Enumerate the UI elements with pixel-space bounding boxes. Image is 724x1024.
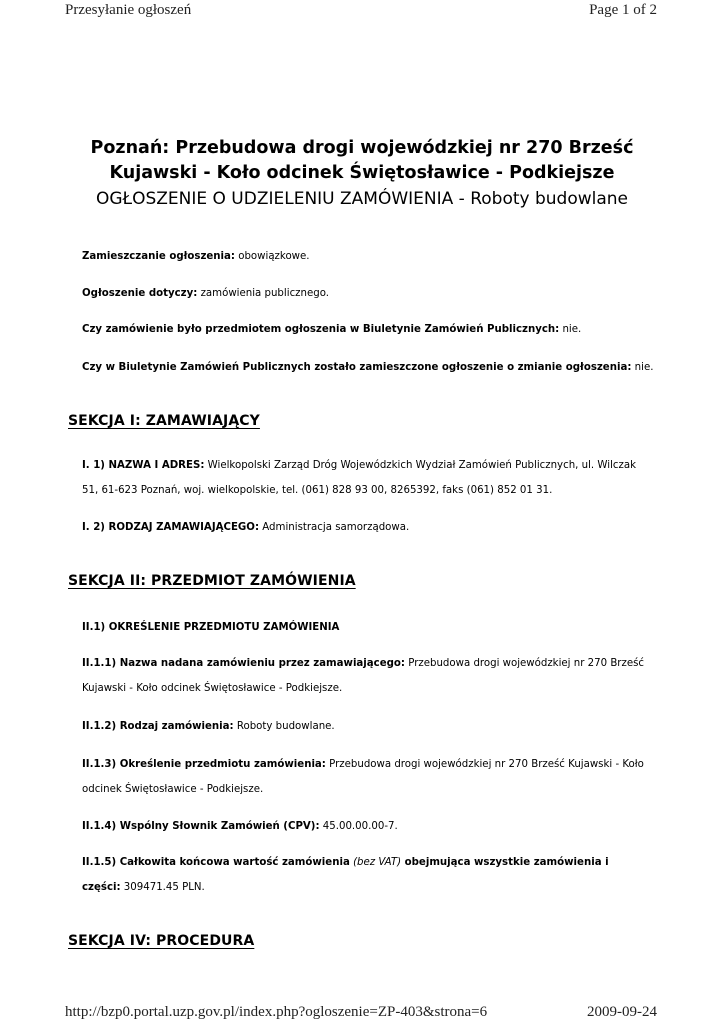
placement-value: obowiązkowe.: [234, 251, 310, 262]
contract-kind: [82, 714, 662, 739]
placement-label: Zamieszczanie ogłoszenia:: [82, 251, 235, 262]
section-2-heading: SEKCJA II: PRZEDMIOT ZAMÓWIENIA: [68, 573, 356, 589]
bulletin-info: [82, 317, 662, 342]
contract-value-label-b: obejmująca wszystkie zamówienia i: [401, 857, 609, 868]
print-footer-date: 2009-09-24: [587, 1004, 657, 1020]
section-4-heading: SEKCJA IV: PROCEDURA: [68, 933, 255, 949]
authority-name-value-2: 51, 61-623 Poznań, woj. wielkopolskie, tel. (061) 828 93 00, 8265392, faks (061) 852 01 31.: [82, 485, 553, 496]
bulletin-value: nie.: [559, 324, 582, 335]
contract-value-amount: 309471.45 PLN.: [120, 882, 205, 893]
contract-value: [82, 850, 662, 900]
page-title-line-2: Kujawski - Koło odcinek Świętosławice - Podkiejsze: [109, 163, 615, 183]
concerns-label: Ogłoszenie dotyczy:: [82, 288, 198, 299]
contract-value-label-c: części:: [82, 882, 121, 893]
authority-name-label: I. 1) NAZWA I ADRES:: [82, 460, 205, 471]
cpv-code: [82, 814, 662, 839]
contract-name-value-2: Kujawski - Koło odcinek Świętosławice - Podkiejsze.: [82, 683, 343, 694]
contracting-authority-name: [82, 453, 662, 503]
print-header-title: Przesyłanie ogłoszeń: [65, 2, 192, 18]
authority-type-label: I. 2) RODZAJ ZAMAWIAJĄCEGO:: [82, 522, 260, 533]
page-title-line-1: Poznań: Przebudowa drogi wojewódzkiej nr 270 Brześć: [90, 138, 634, 158]
concerns-info: [82, 281, 662, 306]
concerns-value: zamówienia publicznego.: [197, 288, 329, 299]
cpv-label: II.1.4) Wspólny Słownik Zamówień (CPV):: [82, 821, 320, 832]
notice-type-title: OGŁOSZENIE O UDZIELENIU ZAMÓWIENIA - Roboty budowlane: [95, 189, 629, 209]
contract-name-value-1: Przebudowa drogi wojewódzkiej nr 270 Brześć: [405, 658, 645, 669]
cpv-value: 45.00.00.00-7.: [319, 821, 398, 832]
contract-value-label-a: II.1.5) Całkowita końcowa wartość zamówienia: [82, 857, 350, 868]
bulletin-label: Czy zamówienie było przedmiotem ogłoszenia w Biuletynie Zamówień Publicznych:: [82, 324, 560, 335]
contract-kind-label: II.1.2) Rodzaj zamówienia:: [82, 721, 234, 732]
contract-name-label: II.1.1) Nazwa nadana zamówieniu przez zamawiającego:: [82, 658, 405, 669]
contract-name: [82, 651, 662, 701]
contract-description: [82, 752, 662, 802]
print-footer-url: http://bzp0.portal.uzp.gov.pl/index.php?ogloszenie=ZP-403&strona=6: [65, 1004, 488, 1020]
contract-description-value-2: odcinek Świętosławice - Podkiejsze.: [82, 784, 264, 795]
change-value: nie.: [631, 362, 654, 373]
contracting-authority-type: [82, 515, 662, 540]
section-1-heading: SEKCJA I: ZAMAWIAJĄCY: [68, 413, 260, 429]
authority-type-value: Administracja samorządowa.: [259, 522, 410, 533]
authority-name-value-1: Wielkopolski Zarząd Dróg Wojewódzkich Wydział Zamówień Publicznych, ul. Wilczak: [204, 460, 636, 471]
subject-definition-label: II.1) OKREŚLENIE PRZEDMIOTU ZAMÓWIENIA: [82, 622, 340, 633]
print-header-page: Page 1 of 2: [589, 2, 657, 18]
contract-description-value-1: Przebudowa drogi wojewódzkiej nr 270 Brześć Kujawski - Koło: [325, 759, 644, 770]
section-2-subheading: [82, 615, 662, 640]
contract-description-label: II.1.3) Określenie przedmiotu zamówienia:: [82, 759, 326, 770]
change-info: [82, 355, 662, 380]
placement-info: [82, 244, 662, 269]
contract-kind-value: Roboty budowlane.: [233, 721, 335, 732]
contract-value-vat-note: (bez VAT): [349, 857, 402, 868]
change-label: Czy w Biuletynie Zamówień Publicznych zostało zamieszczone ogłoszenie o zmianie ogłoszenia:: [82, 362, 632, 373]
